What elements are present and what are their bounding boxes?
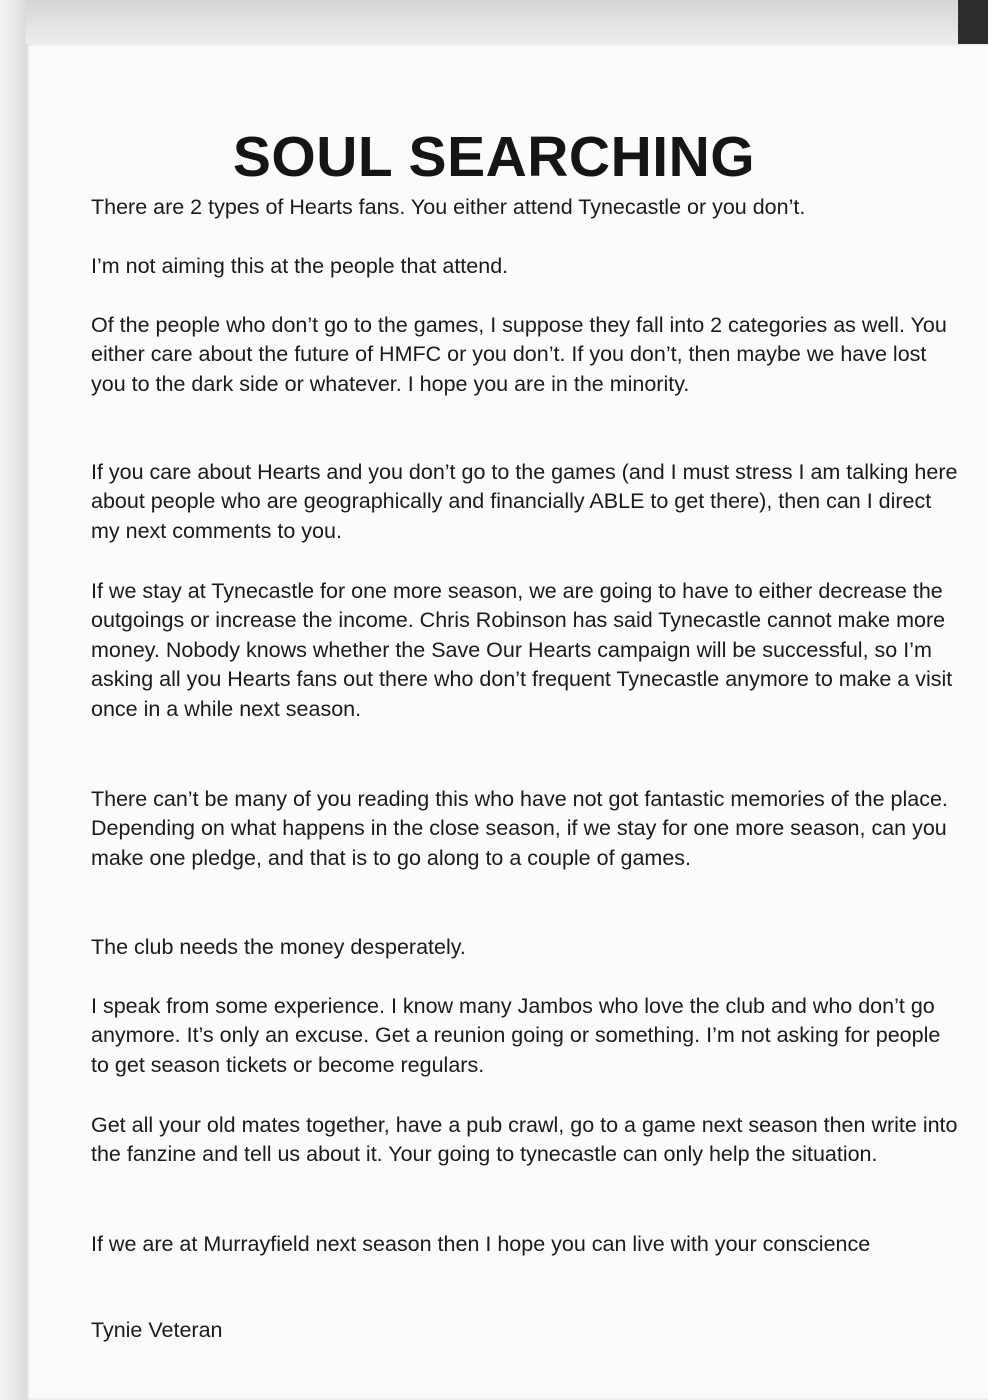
paragraph-4: If you care about Hearts and you don’t go to the games (and I must stress I am talking here about people who are geographically and financially ABLE to get there), then can I direct my next comments to you. [91, 460, 958, 543]
paragraph-7: The club needs the money desperately. [91, 935, 466, 959]
paragraph-6: There can’t be many of you reading this who have not got fantastic memories of the place. Depending on what happens in the close season, if we stay for one more season, can you make one pledge, and that is to go along to a couple of games. [91, 787, 948, 870]
paragraph-8: I speak from some experience. I know many Jambos who love the club and who don’t go anymore. It’s only an excuse. Get a reunion going or something. I’m not asking for people to get season tickets or become regulars. [91, 994, 941, 1077]
article-title: SOUL SEARCHING [232, 125, 756, 189]
binding-edge [0, 0, 27, 1400]
paragraph-1: There are 2 types of Hearts fans. You either attend Tynecastle or you don’t. [91, 195, 806, 219]
paragraph-5: If we stay at Tynecastle for one more season, we are going to have to either decrease the outgoings or increase the income. Chris Robinson has said Tynecastle cannot make more money. Nobody knows whether the Save Our Hearts campaign will be successful, so I’m asking all you Hearts fans out there who don’t frequent Tynecastle anymore to make a visit once in a while next season. [91, 579, 953, 721]
author-signature: Tynie Veteran [91, 1318, 223, 1342]
paragraph-2: I’m not aiming this at the people that attend. [91, 254, 509, 278]
paragraph-10: If we are at Murrayfield next season then I hope you can live with your conscience [91, 1232, 871, 1256]
scan-corner-shadow [958, 0, 988, 44]
paragraph-9: Get all your old mates together, have a pub crawl, go to a game next season then write into the fanzine and tell us about it. Your going to tynecastle can only help the situation. [91, 1113, 958, 1167]
scan-top-edge [26, 0, 988, 44]
paragraph-3: Of the people who don’t go to the games, I suppose they fall into 2 categories as well. You either care about the future of HMFC or you don’t. If you don’t, then maybe we have lost you to the dark side or whatever. I hope you are in the minority. [91, 313, 947, 396]
